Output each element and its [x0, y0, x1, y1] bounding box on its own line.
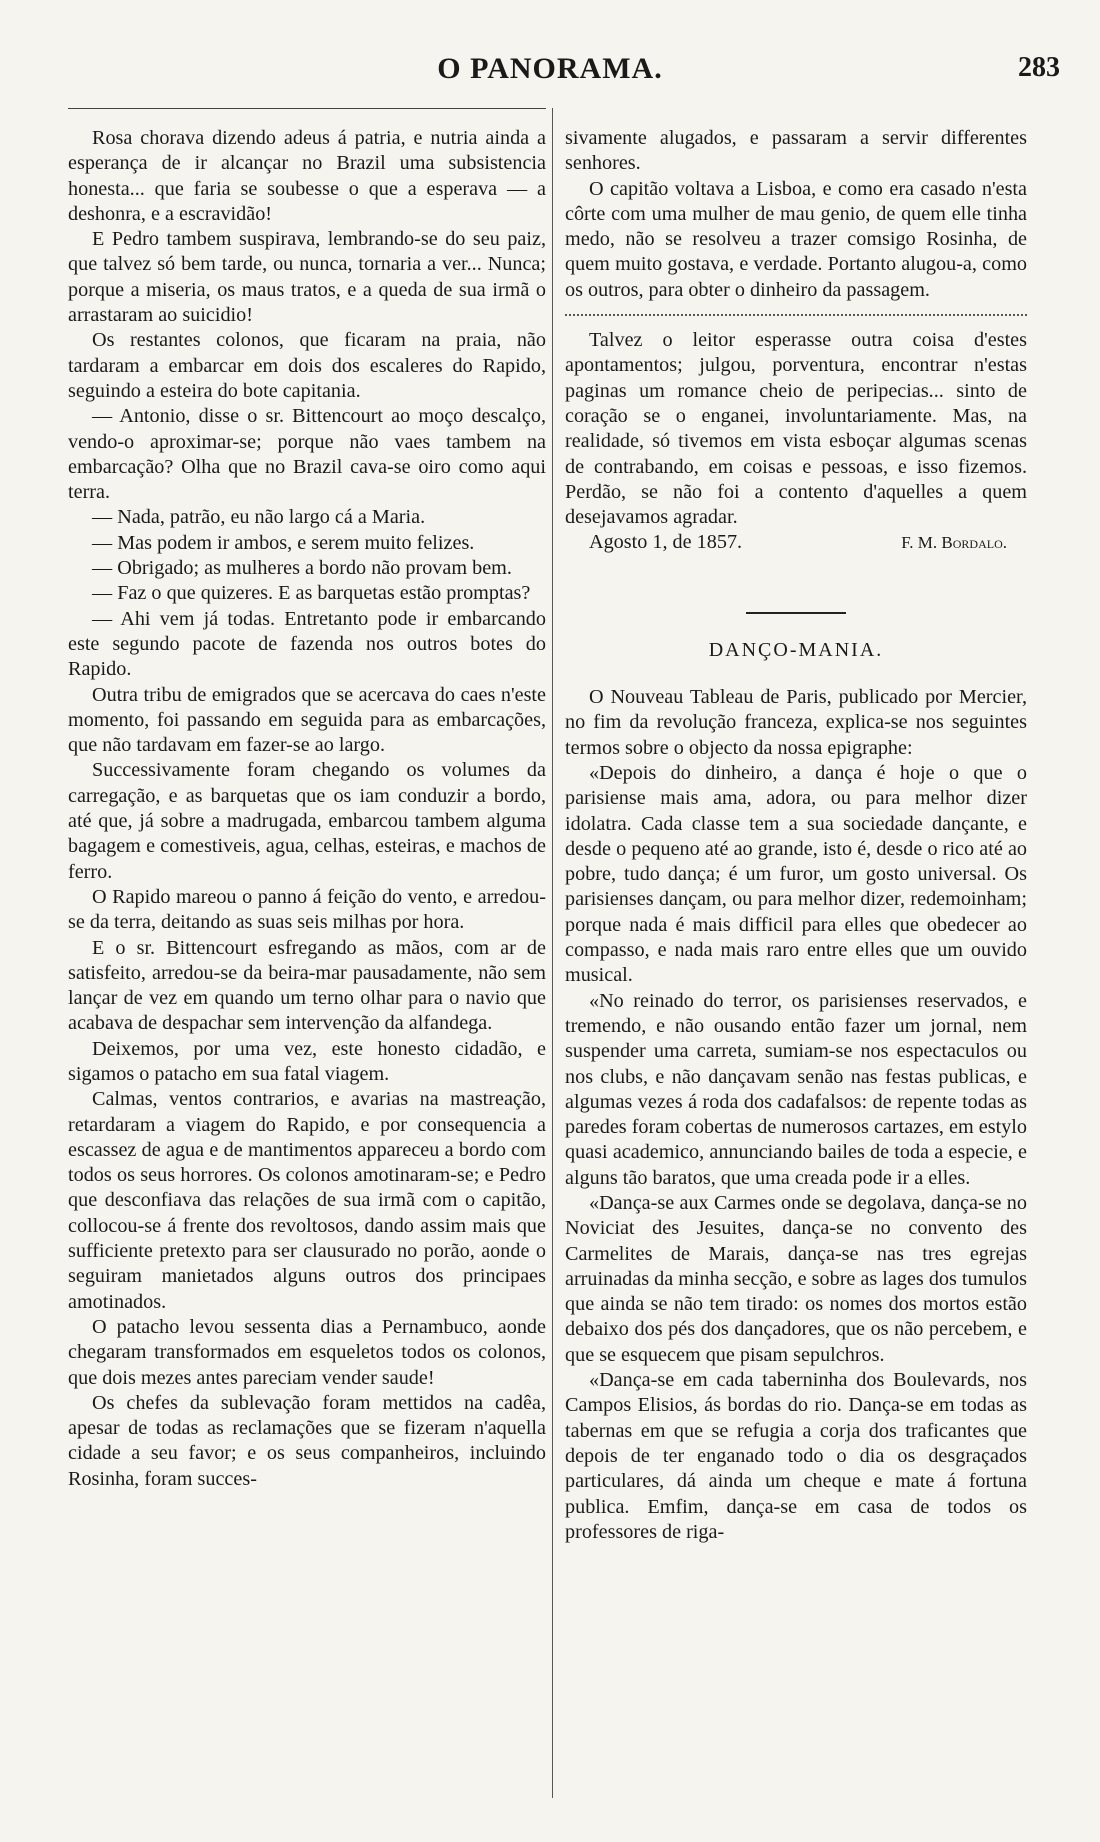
paragraph: sivamente alugados, e passaram a servir differentes senhores. — [565, 127, 1027, 175]
paragraph: E Pedro tambem suspirava, lembrando-se do seu paiz, que talvez só bem tarde, ou nunca, tornaria a ver... Nunca; porque a miseria, os maus tratos, e a queda de sua irmã o arrastaram ao suicidio! — [68, 228, 546, 327]
paragraph: — Faz o que quizeres. E as barquetas estão promptas? — [92, 582, 531, 605]
signature-line — [565, 530, 1027, 555]
paragraph: — Mas podem ir ambos, e serem muito felizes. — [92, 531, 475, 554]
paragraph: — Antonio, disse o sr. Bittencourt ao moço descalço, vendo-o aproximar-se; porque não vaes tambem na embarcação? Olha que no Brazil cava-se oiro como aqui terra. — [68, 405, 546, 504]
header-rule — [68, 108, 546, 109]
paragraph: Deixemos, por uma vez, este honesto cidadão, e sigamos o patacho em sua fatal viagem. — [68, 1037, 546, 1085]
signature-author: F. M. Bordalo. — [901, 533, 1007, 553]
journal-title: O PANORAMA. — [437, 52, 663, 85]
paragraph: — Ahi vem já todas. Entretanto pode ir embarcando este segundo pacote de fazenda nos outros botes do Rapido. — [68, 607, 546, 681]
paragraph: «Dança-se aux Carmes onde se degolava, dança-se no Noviciat des Jesuites, dança-se no convento des Carmelites de Marais, dança-se nas tres egrejas arruinadas da minha secção, e sobre as lages dos tumulos que ainda se não tem tirado: os nomes dos mortos estão debaixo dos pés dos dançadores, que os não percebem, e que se esquecem que pisam sepulchros. — [565, 1191, 1027, 1366]
paragraph: Os restantes colonos, que ficaram na praia, não tardaram a embarcar em dois dos escaleres do Rapido, seguindo a esteira do bote capitania. — [68, 329, 546, 402]
left-column — [68, 126, 546, 1492]
column-divider — [552, 108, 553, 1798]
paragraph: «Dança-se em cada taberninha dos Boulevards, nos Campos Elisios, ás bordas do rio. Dança-se em todas as tabernas em que se refugia a corja dos traficantes que depois de ter enganado todo o dia os desgraçados particulares, dá ainda um cheque e mate á fortuna publica. Emfim, dança-se em casa de todos os professores de riga- — [565, 1369, 1027, 1543]
paragraph: — Nada, patrão, eu não largo cá a Maria. — [92, 506, 426, 529]
paragraph: Rosa chorava dizendo adeus á patria, e nutria ainda a esperança de ir alcançar no Brazil uma subsistencia honesta... que faria se soubesse o que a esperava — a deshonra, e a escravidão! — [68, 127, 546, 225]
paragraph: O capitão voltava a Lisboa, e como era casado n'esta côrte com uma mulher de mau genio, de quem elle tinha medo, não se resolveu a trazer comsigo Rosinha, de quem muito gostava, e verdade. Portanto alugou-a, como os outros, para obter o dinheiro da passagem. — [565, 177, 1027, 301]
right-column — [565, 126, 1027, 1545]
section-title: DANÇO-MANIA. — [708, 638, 884, 661]
paragraph: E o sr. Bittencourt esfregando as mãos, com ar de satisfeito, arredou-se da beira-mar pausadamente, não sem lançar de vez em quando um terno olhar para o navio que acabava de despachar sem intervenção da alfandega. — [68, 936, 546, 1035]
paragraph: — Obrigado; as mulheres a bordo não provam bem. — [92, 557, 512, 580]
section-rule — [746, 612, 846, 614]
paragraph: O patacho levou sessenta dias a Pernambuco, aonde chegaram transformados em esqueletos todos os colonos, que dois mezes antes pareciam vender saude! — [68, 1315, 546, 1389]
signature-date: Agosto 1, de 1857. — [589, 531, 743, 554]
page-number: 283 — [1018, 52, 1060, 83]
paragraph: Successivamente foram chegando os volumes da carregação, e as barquetas que os iam conduzir a bordo, até que, já sobre a madrugada, embarcou tambem alguma bagagem e comestiveis, agua, celhas, esteiras, e machos de ferro. — [68, 759, 546, 883]
paragraph: «No reinado do terror, os parisienses reservados, e tremendo, e não ousando então fazer um jornal, nem suspender uma carreta, sumiam-se nos espectaculos ou nos clubs, e não dançavam senão nas festas publicas, e algumas vezes á roda dos cadafalsos: de repente todas as paredes foram cobertas de numerosos cartazes, em estylo quasi academico, annunciando bailes de toda a especie, e alguns tão baratos, que uma creada pode ir a elles. — [565, 989, 1027, 1189]
paragraph: Talvez o leitor esperasse outra coisa d'estes apontamentos; julgou, porventura, encontrar n'estas paginas um romance cheio de peripecias... sinto de coração se o enganei, involuntariamente. Mas, na realidade, só tivemos em vista esboçar algumas scenas de contrabando, em coisas e pessoas, e isso fizemos. Perdão, se não foi a contento d'aquelles a quem desejavamos agradar. — [565, 329, 1027, 529]
paragraph: «Depois do dinheiro, a dança é hoje o que o parisiense mais ama, adora, ou para melhor dizer idolatra. Cada classe tem a sua sociedade dançante, e desde o pequeno até ao grande, isto é, desde o rico até ao pobre, tudo dança; é um furor, um gosto universal. Os parisienses dançam, ou para melhor dizer, redemoinham; porque nada é mais difficil para elles que obedecer ao compasso, e nada mais raro entre elles que um ouvido musical. — [565, 761, 1027, 987]
paragraph: O Rapido mareou o panno á feição do vento, e arredou-se da terra, deitando as suas seis milhas por hora. — [68, 885, 546, 934]
dotted-separator — [565, 314, 1027, 316]
paragraph: Outra tribu de emigrados que se acercava do caes n'este momento, foi passando em seguida para as embarcações, que não tardavam em fazer-se ao largo. — [68, 683, 546, 757]
paragraph: O Nouveau Tableau de Paris, publicado por Mercier, no fim da revolução franceza, explica-se nos seguintes termos sobre o objecto da nossa epigraphe: — [565, 686, 1027, 759]
page-header — [0, 52, 1100, 92]
paragraph: Calmas, ventos contrarios, e avarias na mastreação, retardaram a viagem do Rapido, e por consequencia a escassez de agua e de mantimentos appareceu a bordo com todos os seus horrores. Os colonos amotinaram-se; e Pedro que desconfiava das relações de sua irmã com o capitão, collocou-se á frente dos revoltosos, dando assim mais que sufficiente pretexto para ser clausurado no porão, aonde o seguiram manietados alguns outros dos principaes amotinados. — [68, 1088, 546, 1313]
paragraph: Os chefes da sublevação foram mettidos na cadêa, apesar de todas as reclamações que se fizeram n'aquella cidade a seu favor; e os seus companheiros, incluindo Rosinha, foram succes- — [68, 1391, 546, 1490]
